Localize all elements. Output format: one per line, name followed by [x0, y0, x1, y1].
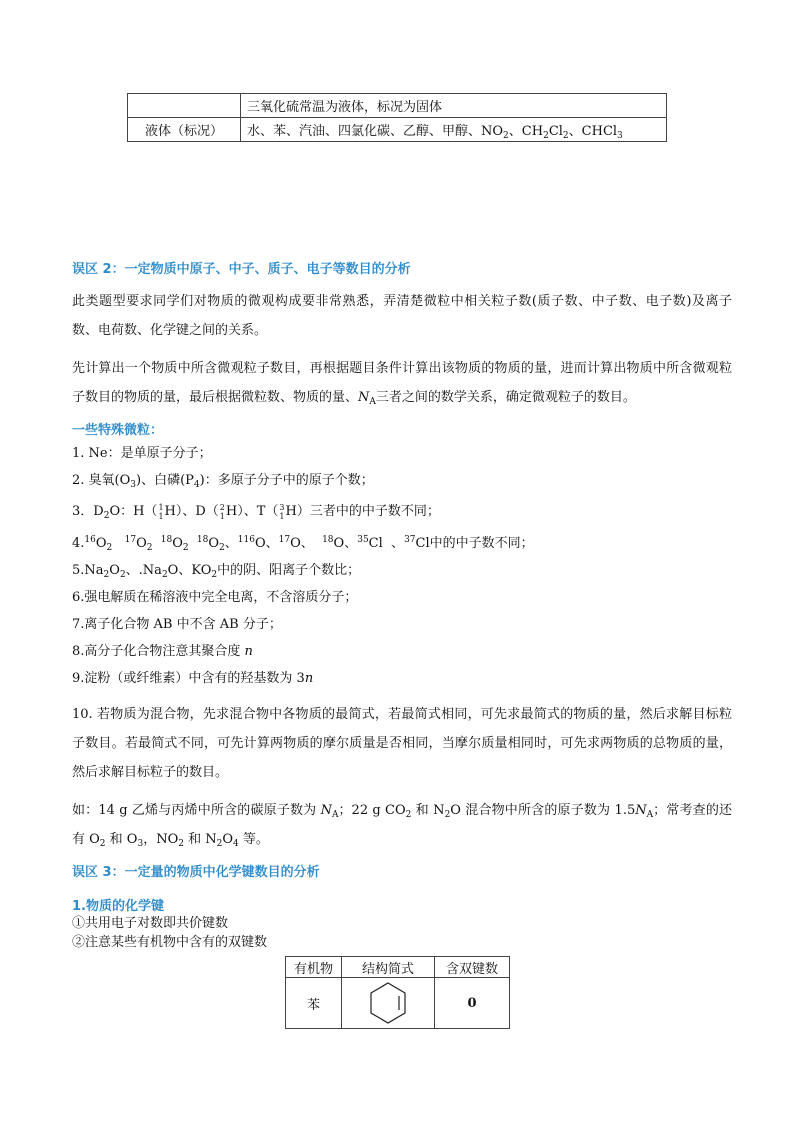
paragraph: 10. 若物质为混合物，先求混合物中各物质的最简式，若最简式相同，可先求最简式的物质的量，然后求解目标粒子数目。若最简式不同，可先计算两物质的摩尔质量是否相同，当摩尔质量相同时，可先求两物质的总物质的量，然后求解目标粒子的数目。	[72, 707, 732, 780]
paragraph: 此类题型要求同学们对物质的微观构成要非常熟悉，弄清楚微粒中相关粒子数(质子数、中子数、电子数)及离子数、电荷数、化学键之间的关系。	[72, 294, 732, 338]
table-row	[128, 94, 667, 118]
example-paragraph: 如：14 g 乙烯与丙烯中所含的碳原子数为 $N_A$；22 g $CO_2$ 和 $N_2O$ 混合物中所含的原子数为 $1.5N_A$；常考查的还有 $O_2$ 和 $O_3$，$NO_2$ 和 $N_2O_4$ 等。	[72, 803, 733, 849]
table-cell: 液体（标况）	[128, 118, 241, 142]
table-cell: 苯	[286, 978, 342, 1029]
table-row	[286, 978, 510, 1029]
column-header: 有机物	[286, 957, 342, 978]
section-heading: 误区 2：一定物质中原子、中子、质子、电子等数目的分析	[72, 262, 411, 277]
note: ①共用电子对数即共价键数	[72, 916, 229, 931]
benzene-ring-icon	[368, 981, 408, 1025]
list-item: 9.淀粉（或纤维素）中含有的羟基数为 3n	[72, 671, 314, 686]
table-cell	[128, 94, 241, 118]
table-cell: 0	[435, 978, 510, 1029]
table-row	[128, 118, 667, 142]
paragraph: 先计算出一个物质中所含微观粒子数目，再根据题目条件计算出该物质的物质的量，进而计算出物质中所含微观粒子数目的物质的量，最后根据微粒数、物质的量、$N_A$三者之间的数学关系，确定微观粒子的数目。	[72, 361, 732, 407]
sub-heading: 1.物质的化学键	[72, 899, 164, 914]
sub-heading: 一些特殊微粒：	[72, 423, 164, 438]
list-item: 2. 臭氧$(O_3)$、白磷$(P_4)$：多原子分子中的原子个数；	[72, 473, 374, 490]
list-item: 6.强电解质在稀溶液中完全电离，不含溶质分子；	[72, 590, 358, 605]
list-item: 8.高分子化合物注意其聚合度 n	[72, 644, 253, 659]
section-heading: 误区 3：一定量的物质中化学键数目的分析	[72, 865, 320, 880]
table-cell: 水、苯、汽油、四氯化碳、乙醇、甲醇、$NO_2$、$CH_2Cl_2$、CHCl$_3$	[241, 118, 667, 142]
column-header: 结构简式	[342, 957, 435, 978]
list-item: 1. Ne：是单原子分子；	[72, 446, 212, 461]
substance-state-table	[127, 93, 667, 142]
table-header-row	[286, 957, 510, 978]
organic-bond-table	[285, 956, 510, 1029]
list-item: $4.16O_2$ $^{17}O_2$ $^{18}O_2$ $^{18}O_2$、$^{116}$O、$^{17}$O、 $^{18}$O、$^{35}$Cl 、$^{37}$Cl中的中子数不同；	[72, 535, 534, 553]
note: ②注意某些有机物中含有的双键数	[72, 935, 268, 950]
list-item: 7.离子化合物 AB 中不含 AB 分子；	[72, 617, 282, 632]
column-header: 含双键数	[435, 957, 510, 978]
list-item: $5.Na_2O_2$、$.Na_2O$、$KO_2$中的阴、阳离子个数比；	[72, 563, 361, 580]
benzene-structure	[342, 978, 435, 1029]
table-cell: 三氧化硫常温为液体，标况为固体	[241, 94, 667, 118]
list-item: 3．$D_2O$：H（ 1 1 H）、D（ 2 1 H）、T（ 3 1 H）三者中的中子数不同；	[72, 502, 440, 521]
